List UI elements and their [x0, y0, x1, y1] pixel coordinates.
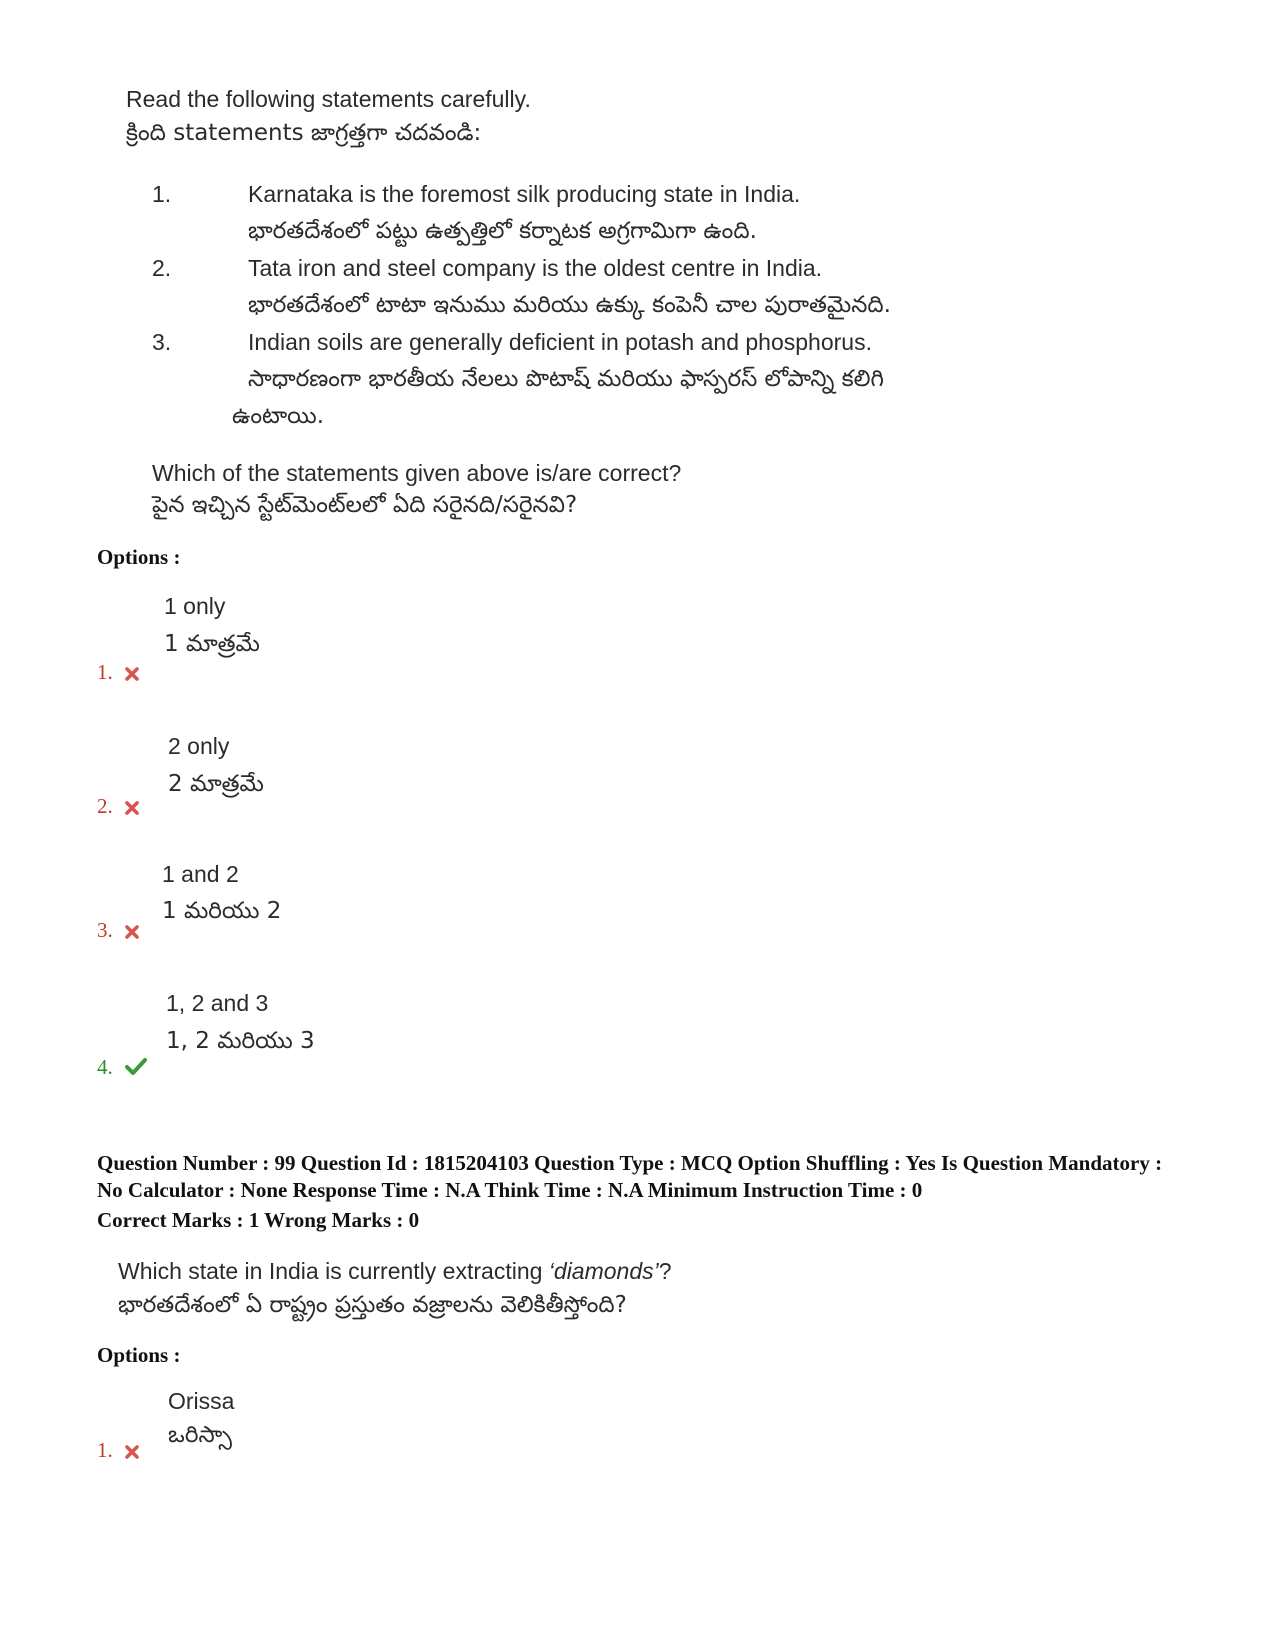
option-number: 1.: [97, 660, 113, 684]
q98-question-en: Which of the statements given above is/are correct?: [152, 460, 682, 486]
q98-question-te: పైన ఇచ్చిన స్టేట్‌మెంట్‌లలో ఏది సరైనది/సరైనవి?: [152, 492, 578, 518]
statement-text-en: Tata iron and steel company is the oldest centre in India.: [248, 255, 823, 281]
statement-text-en: Indian soils are generally deficient in potash and phosphorus.: [248, 329, 872, 355]
option-text-en: 1 and 2: [162, 861, 239, 887]
q99-options-label: Options :: [97, 1343, 181, 1367]
option-number: 4.: [97, 1055, 113, 1079]
option-marker: [97, 660, 139, 685]
q98-intro-te: క్రింది statements జాగ్రత్తగా చదవండి:: [126, 120, 482, 146]
option-text-te: 1 మరియు 2: [162, 898, 282, 924]
option-text-en: 2 only: [168, 733, 230, 759]
option-number: 1.: [97, 1438, 113, 1462]
q99-question-en-post: ?: [658, 1258, 672, 1284]
q99-meta-text: Question Number : 99 Question Id : 1815204103 Question Type : MCQ Option Shuffling : Yes Is Question Mandatory : No Calculator : None Response Time : N.A Think Time : N.A Minimum Instruction Time : 0: [97, 1151, 1163, 1202]
q98-intro-en: Read the following statements carefully.: [126, 86, 531, 112]
statement-number: 1.: [152, 181, 172, 207]
q99-question-en-pre: Which state in India is currently extracting: [118, 1258, 549, 1284]
option-text-en: 1 only: [164, 593, 226, 619]
q98-options-label: Options :: [97, 545, 181, 569]
statement-text-te: సాధారణంగా భారతీయ నేలలు పొటాష్ మరియు ఫాస్పరస్ లోపాన్ని కలిగి: [248, 366, 884, 392]
q99-marks: Correct Marks : 1 Wrong Marks : 0: [97, 1208, 420, 1232]
statement-number: 2.: [152, 255, 172, 281]
statement-text-te: భారతదేశంలో టాటా ఇనుము మరియు ఉక్కు కంపెనీ చాల పురాతమైనది.: [248, 292, 891, 318]
cross-icon: [125, 667, 139, 681]
option-marker: [97, 918, 139, 943]
option-text-te: 1, 2 మరియు 3: [166, 1028, 315, 1054]
option-text-en: Orissa: [168, 1388, 235, 1414]
cross-icon: [125, 925, 139, 939]
option-marker: [97, 794, 139, 819]
q99-question-en: [118, 1258, 672, 1285]
q99-meta: [97, 1150, 1187, 1204]
option-number: 2.: [97, 794, 113, 818]
option-marker: [97, 1055, 147, 1080]
option-text-te: 1 మాత్రమే: [164, 631, 260, 657]
q99-question-en-emphasis: ‘diamonds’: [548, 1258, 659, 1284]
cross-icon: [125, 801, 139, 815]
check-icon: [125, 1058, 147, 1076]
statement-text-te-continued: ఉంటాయి.: [232, 403, 325, 429]
option-marker: [97, 1438, 139, 1463]
statement-text-te: భారతదేశంలో పట్టు ఉత్పత్తిలో కర్నాటక అగ్రగామిగా ఉంది.: [248, 218, 757, 244]
option-text-te: 2 మాత్రమే: [168, 771, 264, 797]
option-text-te: ఒరిస్సా: [168, 1422, 232, 1448]
q99-question-te: భారతదేశంలో ఏ రాష్ట్రం ప్రస్తుతం వజ్రాలను వెలికితీస్తోంది?: [118, 1292, 627, 1318]
statement-number: 3.: [152, 329, 172, 355]
option-number: 3.: [97, 918, 113, 942]
option-text-en: 1, 2 and 3: [166, 990, 269, 1016]
statement-text-en: Karnataka is the foremost silk producing state in India.: [248, 181, 801, 207]
cross-icon: [125, 1445, 139, 1459]
